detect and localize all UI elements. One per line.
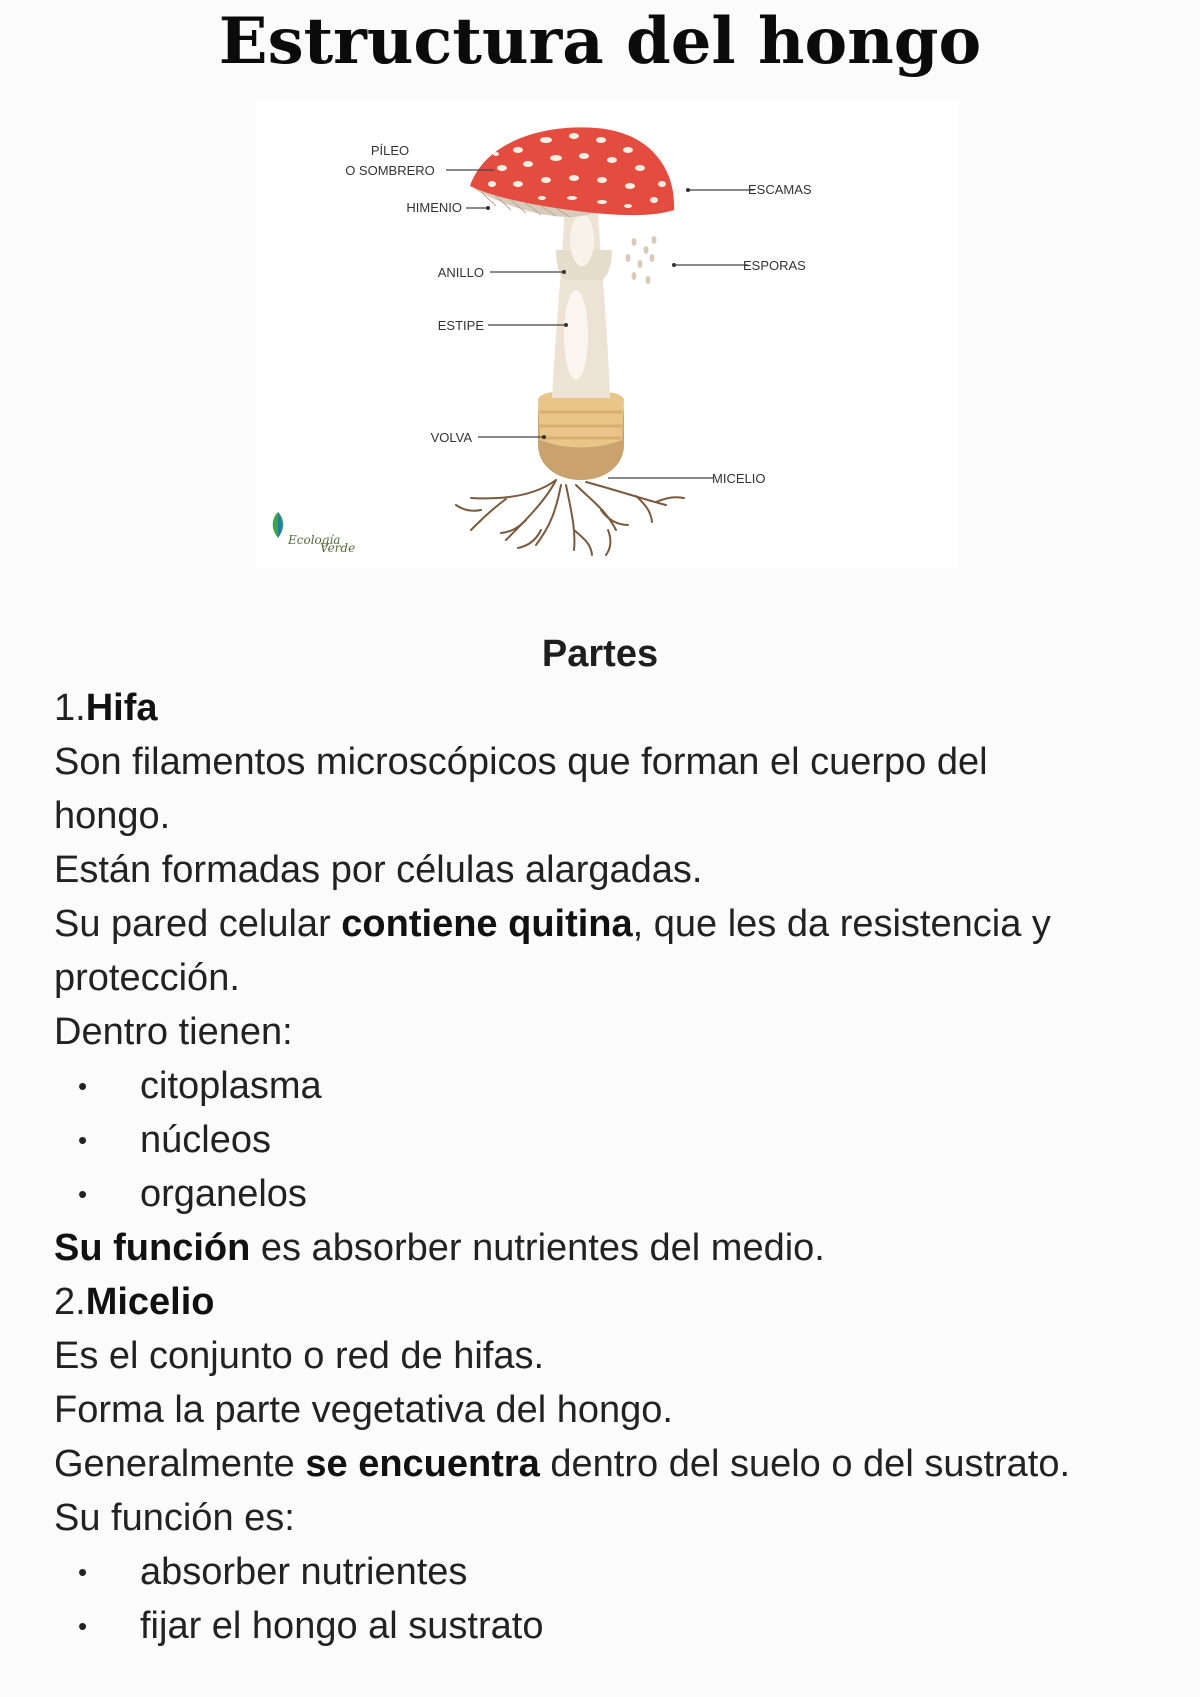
micelio-line: Generalmente se encuentra dentro del suelo o del sustrato. xyxy=(54,1443,1071,1485)
label-micelio: MICELIO xyxy=(712,471,766,486)
label-pileo: PÍLEO xyxy=(370,143,410,158)
label-himenio: HIMENIO xyxy=(406,200,462,215)
hifa-line: Son filamentos microscópicos que forman el cuerpo del xyxy=(54,741,988,783)
hifa-heading: 1.Hifa xyxy=(54,687,158,729)
pileus-shape xyxy=(470,127,674,215)
hifa-line: hongo. xyxy=(54,795,171,837)
label-sombrero: O SOMBRERO xyxy=(345,163,435,178)
bullet-icon: • xyxy=(78,1071,88,1101)
mushroom-diagram xyxy=(256,100,958,568)
hifa-line: protección. xyxy=(54,957,240,999)
micelio-line: Forma la parte vegetativa del hongo. xyxy=(54,1389,673,1431)
hifa-line: Están formadas por células alargadas. xyxy=(54,849,703,891)
list-item: • núcleos xyxy=(54,1113,1174,1167)
micelio-line: Su función es: xyxy=(54,1497,295,1539)
list-item: • fijar el hongo al sustrato xyxy=(54,1599,1174,1653)
mycelium-roots xyxy=(456,480,684,555)
hifa-line: Dentro tienen: xyxy=(54,1011,293,1053)
content-body xyxy=(54,681,1174,1653)
label-estipe: ESTIPE xyxy=(437,318,484,333)
section-heading: Partes xyxy=(541,633,659,675)
bullet-icon: • xyxy=(78,1125,88,1155)
page-title: Estructura del hongo xyxy=(218,4,982,79)
list-item: • citoplasma xyxy=(54,1059,1174,1113)
svg-text:Verde: Verde xyxy=(320,541,356,555)
micelio-line: Es el conjunto o red de hifas. xyxy=(54,1335,545,1377)
label-anillo: ANILLO xyxy=(437,265,484,280)
micelio-heading: 2.Micelio xyxy=(54,1281,215,1323)
spores-shape xyxy=(626,236,657,284)
label-escamas: ESCAMAS xyxy=(748,182,812,197)
hifa-line: Su pared celular contiene quitina, que les da resistencia y xyxy=(54,903,1051,945)
label-esporas: ESPORAS xyxy=(743,258,806,273)
svg-text:Ecología: Ecología xyxy=(288,533,341,547)
label-volva: VOLVA xyxy=(430,430,472,445)
bullet-icon: • xyxy=(78,1179,88,1209)
list-item: • organelos xyxy=(54,1167,1174,1221)
list-item: • absorber nutrientes xyxy=(54,1545,1174,1599)
bullet-icon: • xyxy=(78,1611,88,1641)
bullet-icon: • xyxy=(78,1557,88,1587)
hifa-function: Su función es absorber nutrientes del medio. xyxy=(54,1227,825,1269)
ecologia-verde-logo xyxy=(273,512,355,555)
mushroom-illustration xyxy=(256,100,958,568)
